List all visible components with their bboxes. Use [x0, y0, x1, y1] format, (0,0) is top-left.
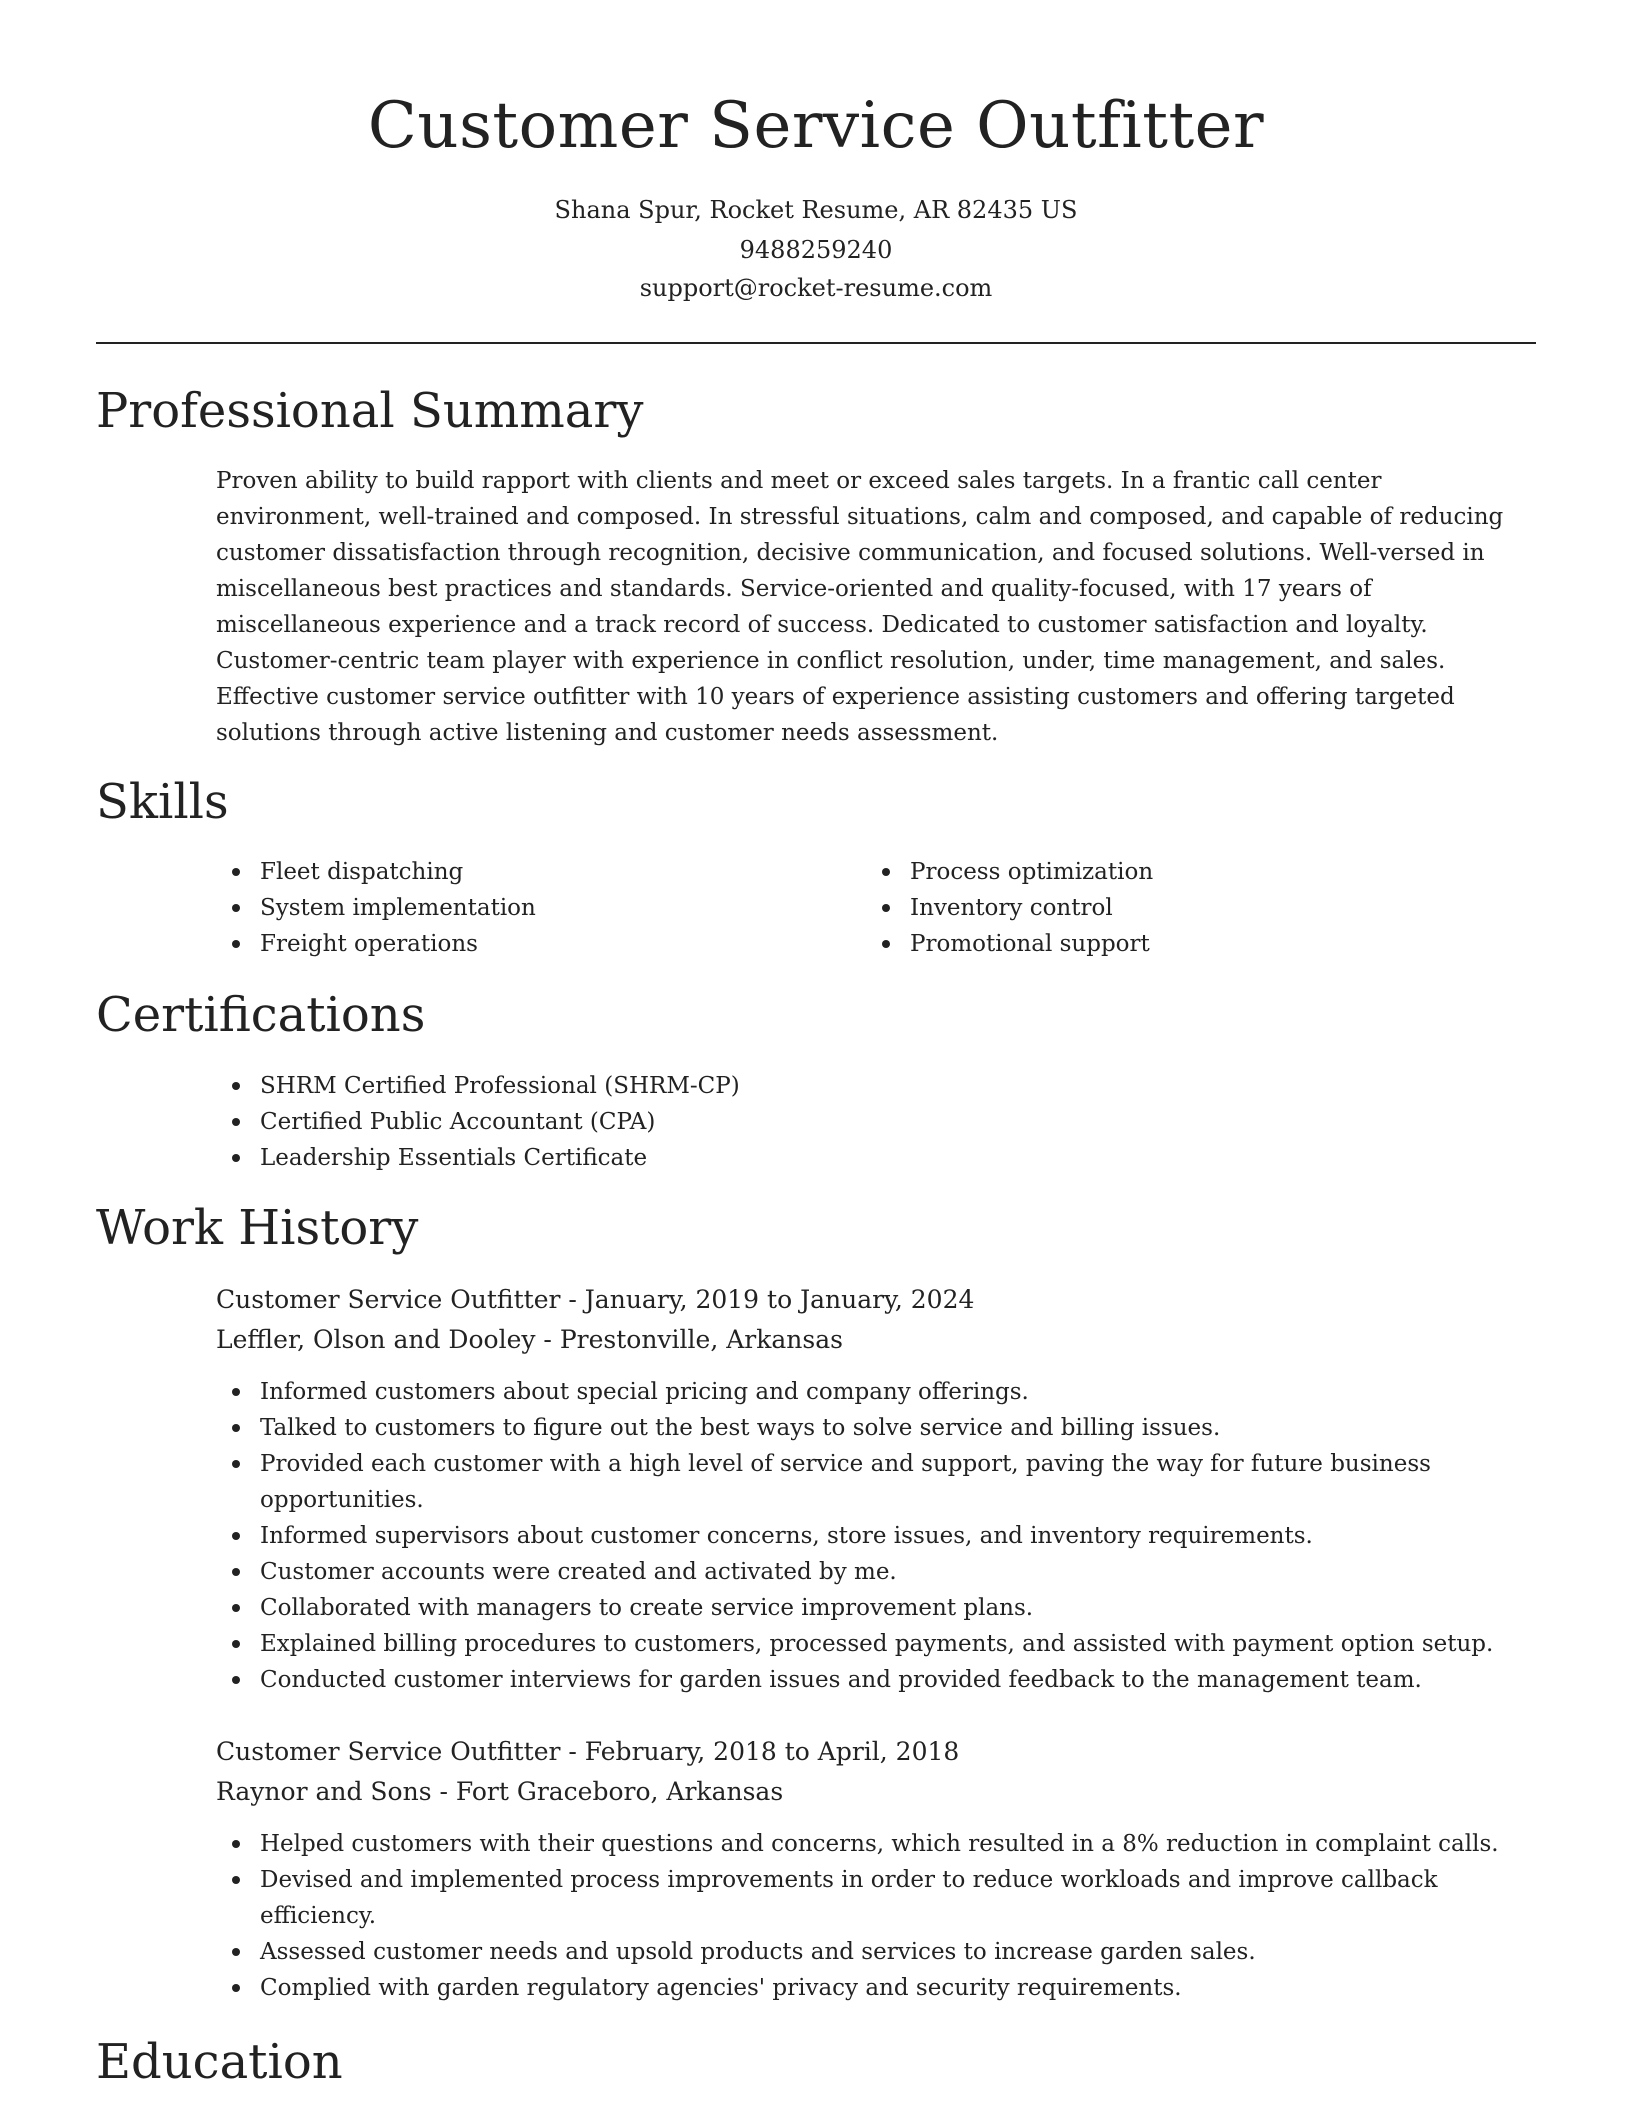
job-duties-list [216, 1374, 1556, 1698]
job-title-line: Customer Service Outfitter - February, 2018 to April, 2018 [216, 1737, 960, 1766]
work-history-heading: Work History [96, 1200, 419, 1256]
job-duty-item: Devised and implemented process improvements in order to reduce workloads and improve callback efficiency. [216, 1862, 1556, 1934]
job-duty-item: Talked to customers to figure out the best ways to solve service and billing issues. [216, 1410, 1556, 1446]
job-duties-list [216, 1826, 1556, 2006]
certification-item: Leadership Essentials Certificate [216, 1140, 1216, 1176]
job-duty-item: Helped customers with their questions and concerns, which resulted in a 8% reduction in complaint calls. [216, 1826, 1556, 1862]
skill-item: System implementation [216, 890, 816, 926]
job-company-line: Leffler, Olson and Dooley - Prestonville, Arkansas [216, 1325, 843, 1354]
job-duty-item: Complied with garden regulatory agencies' privacy and security requirements. [216, 1970, 1556, 2006]
job-duty-item: Informed customers about special pricing and company offerings. [216, 1374, 1556, 1410]
education-heading: Education [96, 2034, 343, 2090]
skills-list-right [866, 854, 1466, 962]
summary-text: Proven ability to build rapport with clients and meet or exceed sales targets. In a frantic call center environment, well-trained and composed. In stressful situations, calm and composed, and capable of reducing customer dissatisfaction through recognition, decisive communication, and focused solutions. Well-versed in miscellaneous best practices and standards. Service-oriented and quality-focused, with 17 years of miscellaneous experience and a track record of success. Dedicated to customer satisfaction and loyalty. Customer-centric team player with experience in conflict resolution, under, time management, and sales. Effective customer service outfitter with 10 years of experience assisting customers and offering targeted solutions through active listening and customer needs assessment. [216, 468, 1504, 746]
skill-item: Promotional support [866, 926, 1466, 962]
certifications-heading: Certifications [96, 987, 426, 1043]
job-duty-item: Conducted customer interviews for garden issues and provided feedback to the management team. [216, 1662, 1556, 1698]
header-divider [96, 342, 1536, 344]
skill-item: Fleet dispatching [216, 854, 816, 890]
resume-title: Customer Service Outfitter [367, 89, 1265, 163]
certification-item: SHRM Certified Professional (SHRM-CP) [216, 1068, 1216, 1104]
skills-list-left [216, 854, 816, 962]
job-duty-item: Explained billing procedures to customers, processed payments, and assisted with payment option setup. [216, 1626, 1556, 1662]
certifications-list [216, 1068, 1216, 1176]
job-company-line: Raynor and Sons - Fort Graceboro, Arkansas [216, 1777, 784, 1806]
job-duty-item: Informed supervisors about customer concerns, store issues, and inventory requirements. [216, 1518, 1556, 1554]
skill-item: Process optimization [866, 854, 1466, 890]
contact-phone: 9488259240 [739, 236, 893, 264]
skill-item: Inventory control [866, 890, 1466, 926]
skill-item: Freight operations [216, 926, 816, 962]
skills-heading: Skills [96, 774, 229, 830]
job-duty-item: Collaborated with managers to create service improvement plans. [216, 1590, 1556, 1626]
job-duty-item: Provided each customer with a high level of service and support, paving the way for future business opportunities. [216, 1446, 1556, 1518]
contact-email: support@rocket-resume.com [639, 274, 993, 302]
job-title-line: Customer Service Outfitter - January, 2019 to January, 2024 [216, 1285, 975, 1314]
summary-heading: Professional Summary [96, 383, 644, 439]
certification-item: Certified Public Accountant (CPA) [216, 1104, 1216, 1140]
job-duty-item: Customer accounts were created and activated by me. [216, 1554, 1556, 1590]
contact-address: Shana Spur, Rocket Resume, AR 82435 US [554, 196, 1078, 224]
job-duty-item: Assessed customer needs and upsold products and services to increase garden sales. [216, 1934, 1556, 1970]
